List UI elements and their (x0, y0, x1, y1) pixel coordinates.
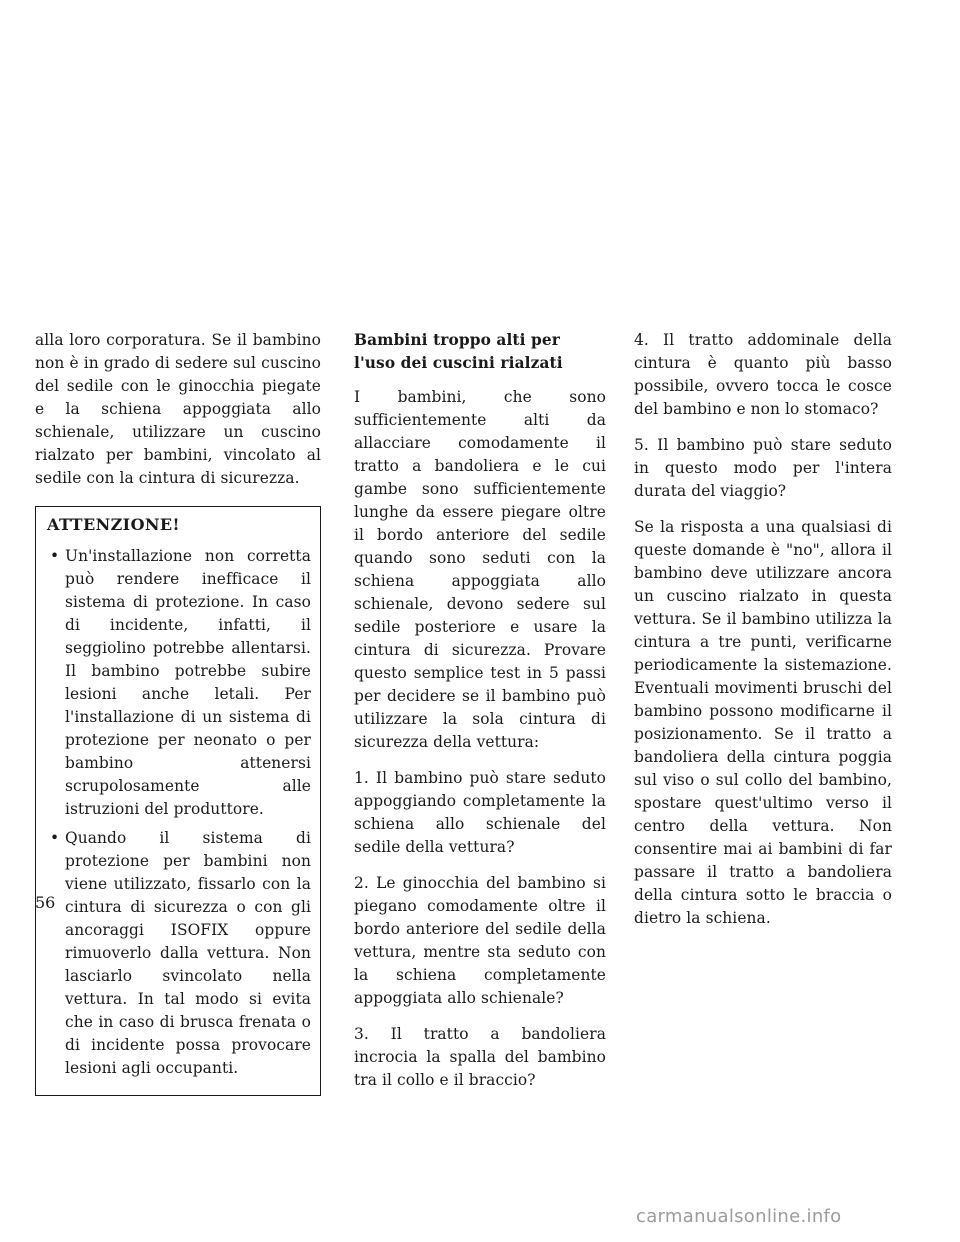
body-paragraph: I bambini, che sono sufficientemente alti da allacciare comodamente il tratto a bandoliera e le cui gambe sono sufficientemente lunghe da essere piegare oltre il bordo anteriore del sedile quando sono seduti con la schiena appoggiata allo schienale, devono sedere sul sedile posteriore e usare la cintura di sicurezza. Provare questo semplice test in 5 passi per decidere se il bambino può utilizzare la sola cintura di sicurezza della vettura: (354, 388, 606, 751)
test-step: 1. Il bambino può stare seduto appoggiando completamente la schiena allo schienale del sedile della vettura? (354, 769, 606, 856)
warning-list (47, 545, 311, 1080)
bullet-icon: • (50, 547, 60, 565)
warning-item-text: Quando il sistema di protezione per bambini non viene utilizzato, fissarlo con la cintura di sicurezza o con gli ancoraggi ISOFIX oppure rimuoverlo dalla vettura. Non lasciarlo svincolato nella vettura. In tal modo si evita che in caso di brusca frenata o di incidente possa provocare lesioni agli occupanti. (65, 829, 311, 1077)
warning-box (35, 506, 321, 1096)
warning-title: ATTENZIONE! (47, 515, 180, 534)
page-number: 56 (35, 893, 56, 912)
column-right (634, 329, 892, 943)
intro-paragraph: alla loro corporatura. Se il bambino non è in grado di sedere sul cuscino del sedile con le ginocchia piegate e la schiena appoggiata allo schienale, utilizzare un cuscino rialzato per bambini, vincolato al sedile con la cintura di sicurezza. (35, 331, 321, 487)
column-middle (354, 329, 606, 1105)
warning-item-text: Un'installazione non corretta può rendere inefficace il sistema di protezione. In caso di incidente, infatti, il seggiolino potrebbe allentarsi. Il bambino potrebbe subire lesioni anche letali. Per l'installazione di un sistema di protezione per neonato o per bambino attenersi scrupolosamente alle istruzioni del produttore. (65, 547, 311, 818)
conclusion-paragraph: Se la risposta a una qualsiasi di queste domande è "no", allora il bambino deve utilizzare ancora un cuscino rialzato in questa vettura. Se il bambino utilizza la cintura a tre punti, verificarne periodicamente la sistemazione. Eventuali movimenti bruschi del bambino possono modificarne il posizionamento. Se il tratto a bandoliera della cintura poggia sul viso o sul collo del bambino, spostare quest'ultimo verso il centro della vettura. Non consentire mai ai bambini di far passare il tratto a bandoliera della cintura sotto le braccia o dietro la schiena. (634, 518, 892, 927)
column-left (35, 329, 321, 1096)
test-step: 3. Il tratto a bandoliera incrocia la spalla del bambino tra il collo e il braccio? (354, 1025, 606, 1089)
test-step: 2. Le ginocchia del bambino si piegano comodamente oltre il bordo anteriore del sedile della vettura, mentre sta seduto con la schiena completamente appoggiata allo schienale? (354, 874, 606, 1007)
bullet-icon: • (50, 829, 60, 847)
section-heading: Bambini troppo alti per l'uso dei cuscini rialzati (354, 331, 563, 372)
watermark: carmanualsonline.info (636, 1206, 842, 1227)
warning-item (47, 827, 311, 1080)
test-step: 4. Il tratto addominale della cintura è quanto più basso possibile, ovvero tocca le cosce del bambino e non lo stomaco? (634, 331, 892, 418)
test-step: 5. Il bambino può stare seduto in questo modo per l'intera durata del viaggio? (634, 436, 892, 500)
warning-item (47, 545, 311, 821)
